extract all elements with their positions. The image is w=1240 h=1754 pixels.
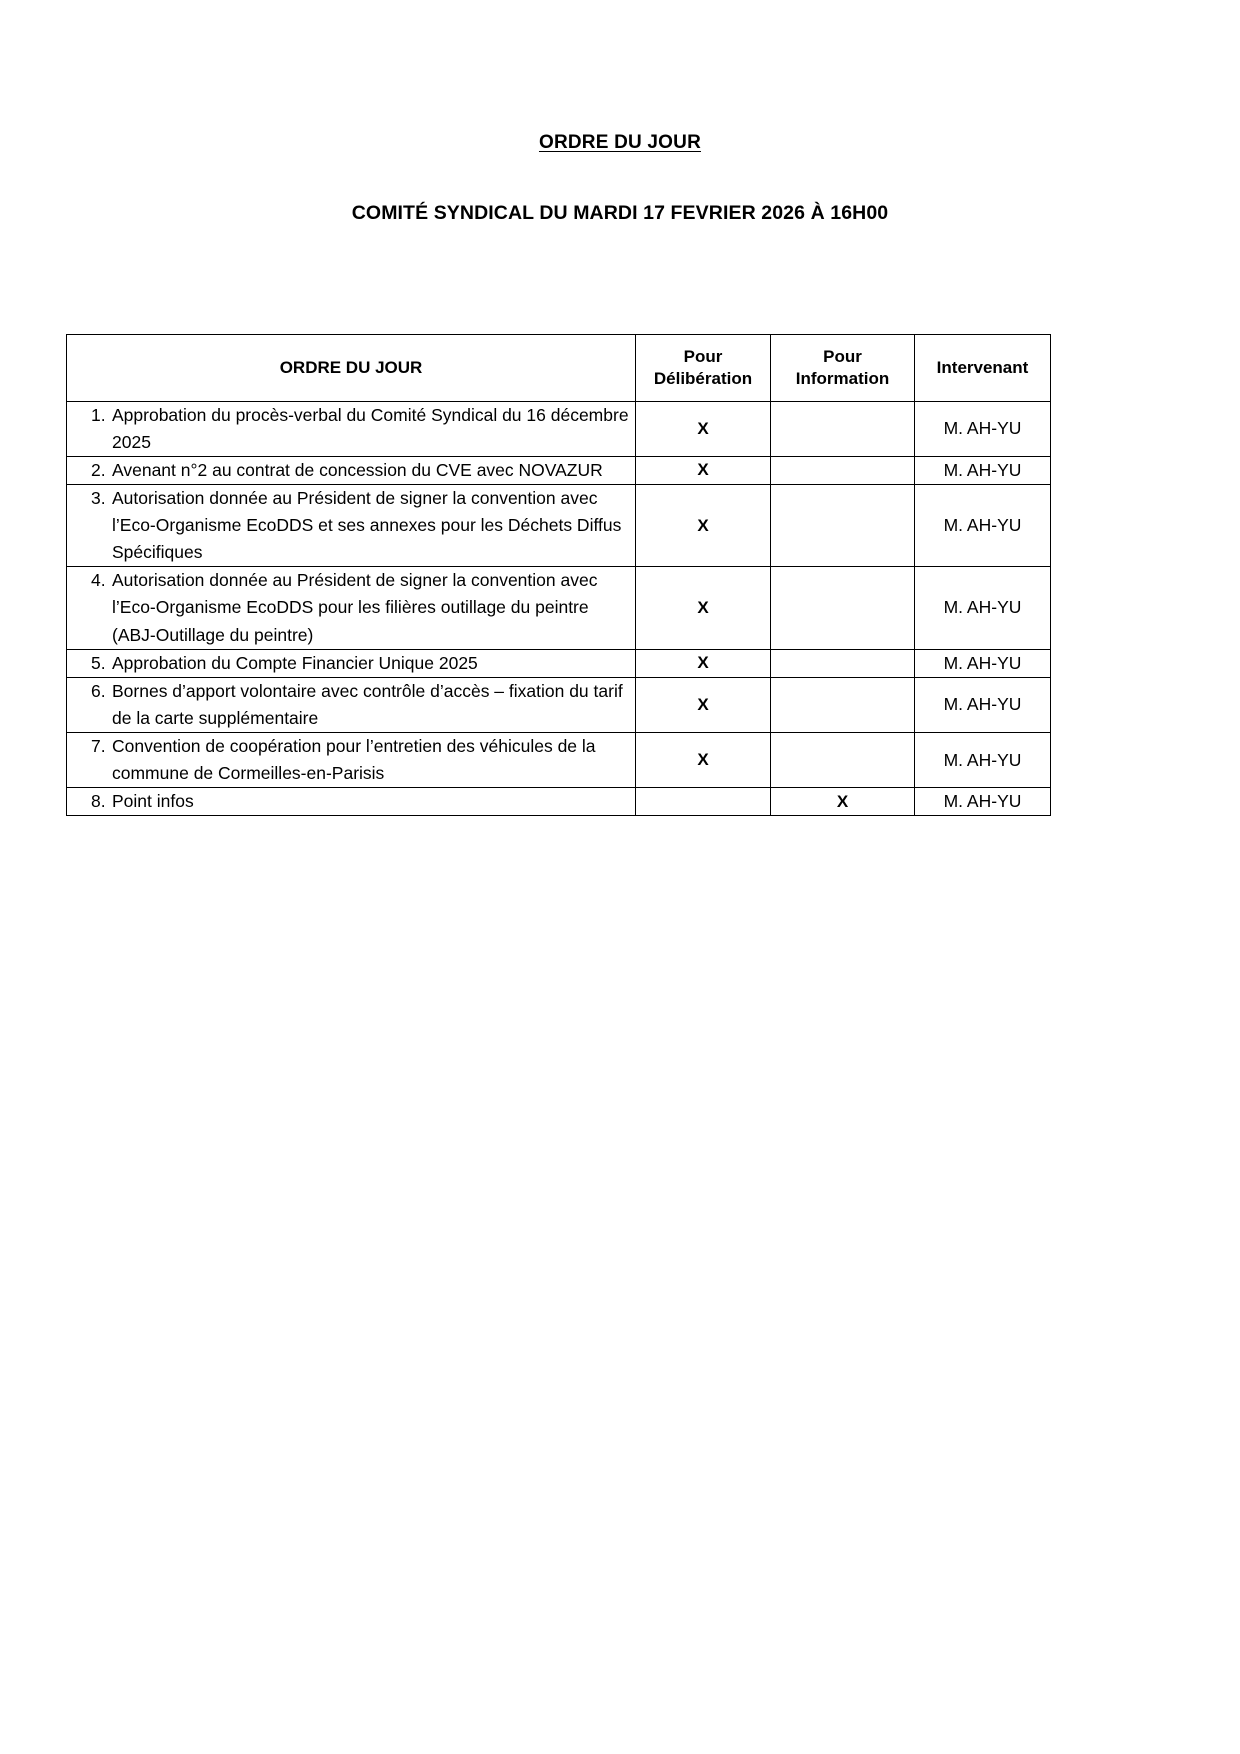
agenda-item-text: Bornes d’apport volontaire avec contrôle d’accès – fixation du tarif de la carte supplémentaire bbox=[112, 680, 623, 728]
agenda-item bbox=[67, 650, 635, 677]
table-row bbox=[67, 484, 1051, 566]
table-row bbox=[67, 677, 1051, 732]
column-header-information bbox=[771, 335, 915, 402]
deliberation-mark-cell bbox=[636, 788, 771, 816]
agenda-item-number: 3. bbox=[91, 487, 106, 508]
table-header-row bbox=[67, 335, 1051, 402]
column-header-deliberation bbox=[636, 335, 771, 402]
speaker-cell: M. AH-YU bbox=[915, 788, 1051, 816]
agenda-item-number: 7. bbox=[91, 736, 106, 756]
agenda-item-number: 8. bbox=[91, 791, 106, 812]
information-mark-cell bbox=[771, 677, 915, 732]
agenda-item-number: 4. bbox=[91, 570, 106, 591]
information-mark-cell bbox=[771, 733, 915, 788]
agenda-item bbox=[67, 733, 635, 787]
agenda-item-cell bbox=[67, 733, 636, 788]
agenda-item-text: Approbation du Compte Financier Unique 2025 bbox=[112, 652, 478, 673]
agenda-item bbox=[67, 567, 635, 648]
page-title-text: ORDRE DU JOUR bbox=[538, 132, 701, 153]
agenda-item-cell bbox=[67, 788, 636, 816]
deliberation-mark-cell: X bbox=[636, 456, 771, 484]
table-row bbox=[67, 733, 1051, 788]
agenda-item-cell bbox=[67, 456, 636, 484]
agenda-item bbox=[67, 485, 635, 566]
speaker-cell: M. AH-YU bbox=[915, 733, 1051, 788]
speaker-cell: M. AH-YU bbox=[915, 567, 1051, 649]
deliberation-mark-cell: X bbox=[636, 401, 771, 456]
column-header-subject: ORDRE DU JOUR bbox=[67, 335, 636, 402]
agenda-item-text: Autorisation donnée au Président de signer la convention avec l’Eco-Organisme EcoDDS pour les filières outillage du peintre (ABJ-Outillage du peintre) bbox=[112, 570, 598, 645]
table-row bbox=[67, 456, 1051, 484]
information-mark-cell bbox=[771, 484, 915, 566]
column-header-deliberation-line1: Pour bbox=[683, 347, 723, 366]
agenda-table bbox=[66, 334, 1051, 816]
deliberation-mark-cell: X bbox=[636, 649, 771, 677]
agenda-item-cell bbox=[67, 677, 636, 732]
speaker-cell: M. AH-YU bbox=[915, 649, 1051, 677]
table-row bbox=[67, 401, 1051, 456]
agenda-item bbox=[67, 788, 635, 815]
speaker-cell: M. AH-YU bbox=[915, 401, 1051, 456]
page-title bbox=[0, 0, 1240, 154]
table-row bbox=[67, 649, 1051, 677]
agenda-item-text: Convention de coopération pour l’entretien des véhicules de la commune de Cormeilles-en-Parisis bbox=[112, 736, 596, 784]
information-mark-cell bbox=[771, 567, 915, 649]
column-header-speaker: Intervenant bbox=[915, 335, 1051, 402]
agenda-item-number: 6. bbox=[91, 680, 106, 701]
speaker-cell: M. AH-YU bbox=[915, 677, 1051, 732]
agenda-item-cell bbox=[67, 484, 636, 566]
agenda-table-body bbox=[67, 401, 1051, 816]
speaker-cell: M. AH-YU bbox=[915, 456, 1051, 484]
agenda-item-number: 2. bbox=[91, 459, 106, 480]
agenda-item-text: Point infos bbox=[112, 791, 194, 812]
deliberation-mark-cell: X bbox=[636, 733, 771, 788]
agenda-item-cell bbox=[67, 401, 636, 456]
column-header-deliberation-line2: Délibération bbox=[653, 368, 753, 388]
column-header-information-line1: Pour bbox=[823, 347, 862, 366]
table-row bbox=[67, 567, 1051, 649]
agenda-item bbox=[67, 457, 635, 484]
information-mark-cell bbox=[771, 456, 915, 484]
agenda-item-cell bbox=[67, 649, 636, 677]
agenda-item-text: Avenant n°2 au contrat de concession du CVE avec NOVAZUR bbox=[112, 459, 603, 480]
agenda-item-number: 5. bbox=[91, 652, 106, 673]
deliberation-mark-cell: X bbox=[636, 677, 771, 732]
agenda-item-text: Autorisation donnée au Président de signer la convention avec l’Eco-Organisme EcoDDS et ses annexes pour les Déchets Diffus Spécifiques bbox=[112, 487, 622, 563]
information-mark-cell bbox=[771, 401, 915, 456]
deliberation-mark-cell: X bbox=[636, 484, 771, 566]
agenda-table-header bbox=[67, 335, 1051, 402]
column-header-information-line2: Information bbox=[795, 368, 890, 388]
page-subtitle: COMITÉ SYNDICAL DU MARDI 17 FEVRIER 2026 À 16H00 bbox=[351, 202, 889, 224]
agenda-item-text: Approbation du procès-verbal du Comité Syndical du 16 décembre 2025 bbox=[112, 404, 629, 452]
information-mark-cell: X bbox=[771, 788, 915, 816]
agenda-item bbox=[67, 678, 635, 732]
speaker-cell: M. AH-YU bbox=[915, 484, 1051, 566]
agenda-item bbox=[67, 402, 635, 456]
information-mark-cell bbox=[771, 649, 915, 677]
agenda-table-container bbox=[66, 334, 1029, 816]
agenda-item-number: 1. bbox=[91, 404, 106, 425]
table-row bbox=[67, 788, 1051, 816]
agenda-item-cell bbox=[67, 567, 636, 649]
deliberation-mark-cell: X bbox=[636, 567, 771, 649]
